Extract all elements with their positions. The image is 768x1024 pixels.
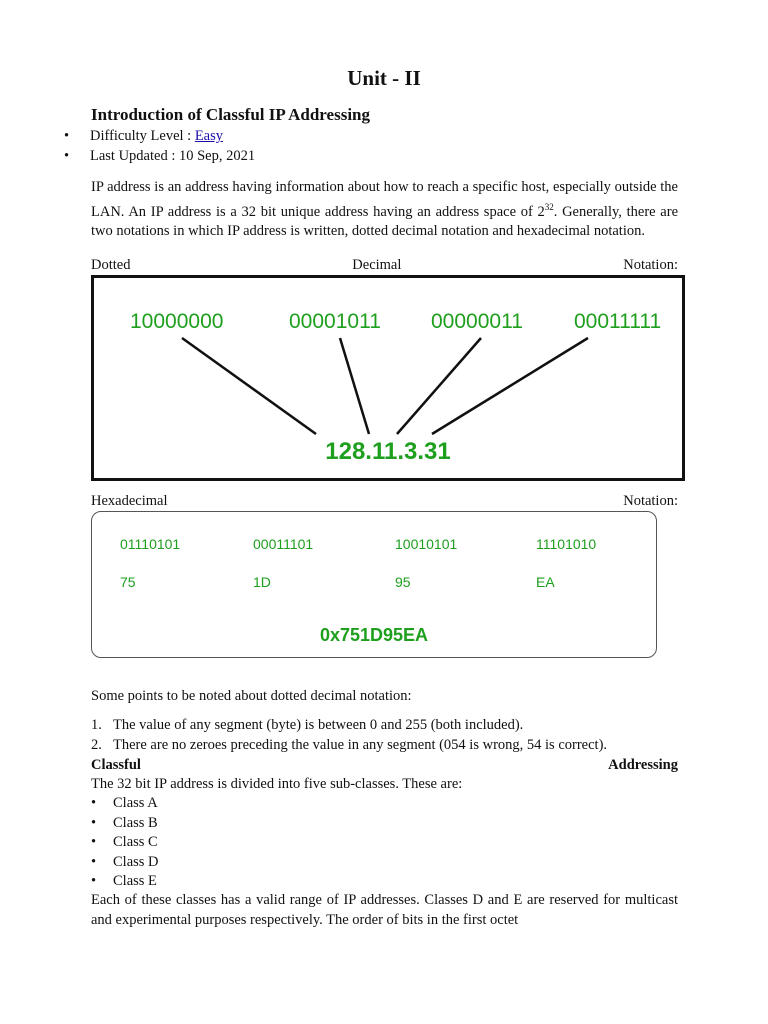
bullet: •: [64, 128, 70, 144]
binary-octet: 00001011: [289, 310, 381, 333]
bullet: •: [64, 147, 70, 164]
dotted-decimal-result: 128.11.3.31: [325, 438, 451, 465]
connector-line: [397, 338, 481, 434]
difficulty-item: [64, 127, 255, 147]
hexadecimal-figure: [91, 511, 657, 658]
dotted-notation-heading: Dotted Decimal Notation:: [91, 257, 678, 273]
classful-addressing-heading: Classful Addressing: [91, 757, 678, 773]
dotted-decimal-figure: [91, 275, 685, 481]
bullet: •: [91, 834, 97, 850]
list-item: • Class D: [91, 853, 159, 873]
classes-intro: The 32 bit IP address is divided into five sub-classes. These are:: [91, 776, 463, 792]
bullet: •: [91, 795, 97, 811]
binary-octet: 10010101: [395, 536, 458, 552]
connector-line: [432, 338, 588, 434]
list-item: 2. There are no zeroes preceding the value in any segment (054 is wrong, 54 is correct).: [91, 736, 608, 753]
points-list: [91, 716, 607, 755]
updated-item: [64, 147, 255, 167]
difficulty-label: Difficulty Level :: [90, 128, 195, 144]
list-item: • Class B: [91, 814, 159, 834]
bullet: •: [91, 853, 97, 870]
binary-octet: 00011111: [574, 310, 662, 333]
bullet: •: [91, 873, 97, 889]
list-item: 1. The value of any segment (byte) is between 0 and 255 (both included).: [91, 717, 524, 733]
binary-octet: 01110101: [120, 536, 181, 552]
list-item: • Class C: [91, 833, 159, 853]
difficulty-link[interactable]: Easy: [194, 128, 224, 144]
article-heading: Introduction of Classful IP Addressing: [91, 105, 370, 124]
bullet: •: [91, 814, 97, 831]
list-item: • Class E: [91, 872, 159, 892]
points-intro: Some points to be noted about dotted decimal notation:: [91, 688, 412, 704]
page-title: Unit - II: [347, 66, 421, 90]
hex-notation-heading: Hexadecimal Notation:: [91, 493, 678, 509]
binary-octet: 00000011: [431, 310, 523, 333]
closing-paragraph: Each of these classes has a valid range of IP addresses. Classes D and E are reserved for multicast and experimental purposes respectively. The order of bits in the first octet: [91, 892, 678, 928]
hex-byte: 75: [120, 574, 136, 590]
classes-list: [91, 794, 159, 892]
binary-octet: 00011101: [253, 536, 314, 552]
hex-byte: 95: [395, 574, 411, 590]
list-item: • Class A: [91, 794, 159, 814]
updated-text: Last Updated : 10 Sep, 2021: [90, 147, 256, 164]
connector-line: [182, 338, 316, 434]
hex-byte: EA: [536, 574, 555, 590]
article-meta: [64, 127, 255, 166]
intro-paragraph: IP address is an address having information about how to reach a specific host, especially outside the LAN. An IP address is a 32 bit unique address having an address space of $2^{32}$. Generally, there are two notations in which IP address is written, dotted decimal notation and hexadecimal notation.: [91, 179, 679, 239]
hexadecimal-result: 0x751D95EA: [319, 625, 429, 645]
binary-octet: 10000000: [130, 310, 224, 333]
connector-line: [340, 338, 369, 434]
hex-byte: 1D: [253, 574, 271, 590]
exponent: 32: [544, 201, 554, 212]
binary-octet: 11101010: [536, 536, 597, 552]
